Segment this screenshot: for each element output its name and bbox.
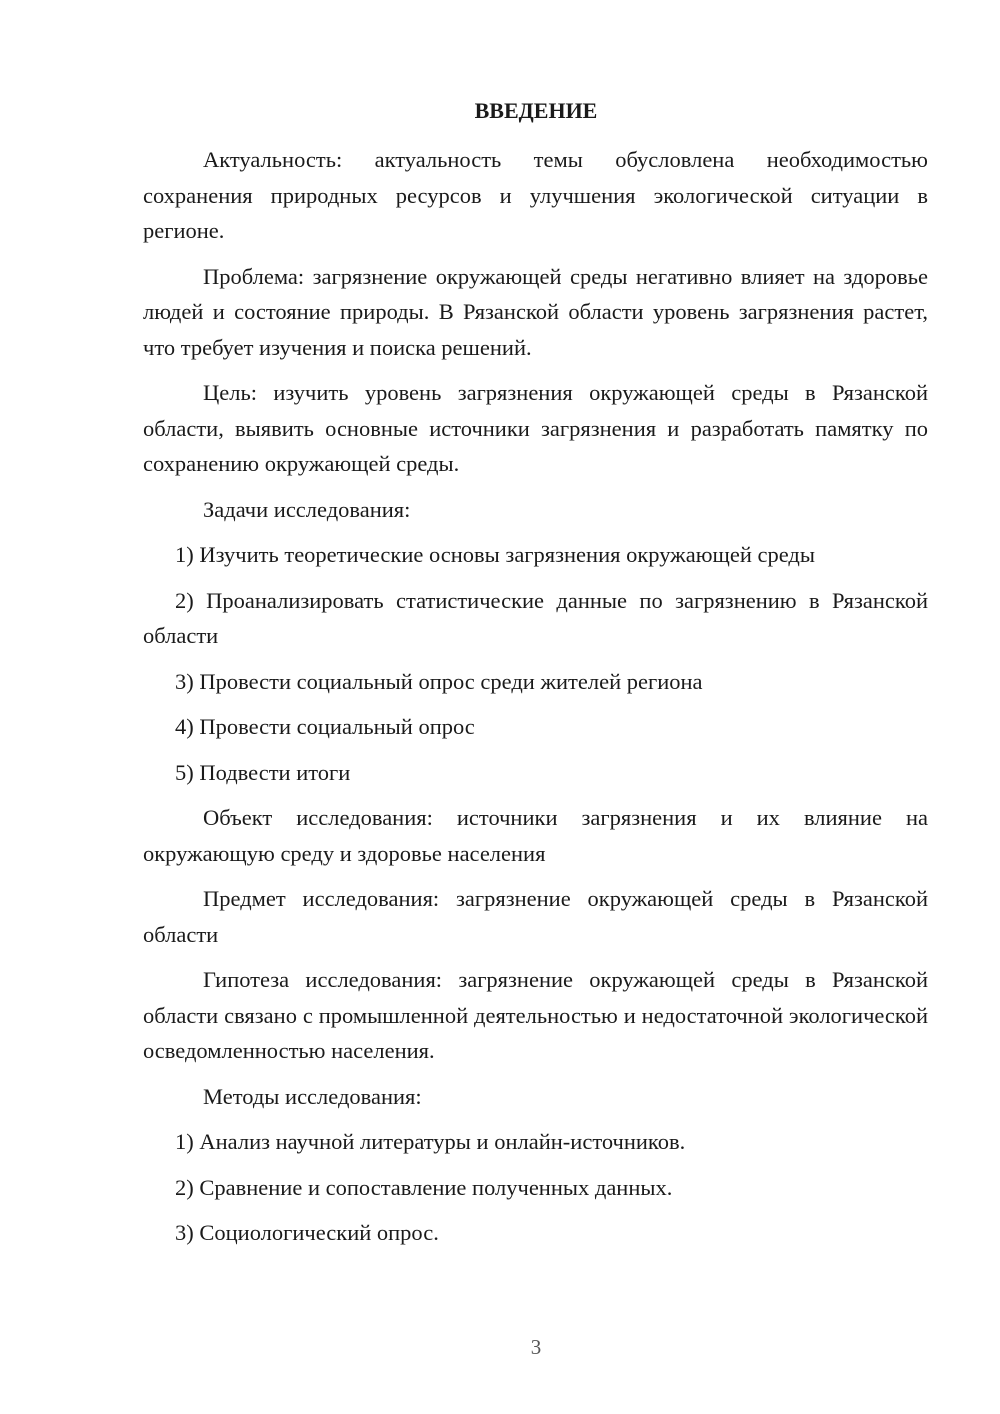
method-item-3: 3) Социологический опрос. bbox=[175, 1220, 439, 1245]
paragraph-goal: Цель: изучить уровень загрязнения окружающей среды в Рязанской области, выявить основные источники загрязнения и разработать памятку по сохранению окружающей среды. bbox=[143, 380, 928, 476]
task-item-4: 4) Провести социальный опрос bbox=[175, 714, 475, 739]
task-item-2: 2) Проанализировать статистические данные по загрязнению в Рязанской области bbox=[143, 587, 928, 648]
task-item-1: 1) Изучить теоретические основы загрязнения окружающей среды bbox=[175, 542, 815, 567]
paragraph-methods-heading: Методы исследования: bbox=[203, 1083, 422, 1109]
paragraph-relevance: Актуальность: актуальность темы обусловлена необходимостью сохранения природных ресурсов и улучшения экологической ситуации в регионе. bbox=[143, 147, 928, 243]
document-title: ВВЕДЕНИЕ bbox=[474, 98, 598, 123]
paragraph-hypothesis: Гипотеза исследования: загрязнение окружающей среды в Рязанской области связано с промышленной деятельностью и недостаточной экологической осведомленностью населения. bbox=[143, 967, 928, 1063]
paragraph-object: Объект исследования: источники загрязнения и их влияние на окружающую среду и здоровье населения bbox=[143, 805, 928, 866]
task-item-5: 5) Подвести итоги bbox=[175, 759, 351, 785]
method-item-1: 1) Анализ научной литературы и онлайн-источников. bbox=[175, 1129, 686, 1154]
paragraph-tasks-heading: Задачи исследования: bbox=[203, 496, 411, 522]
task-item-3: 3) Провести социальный опрос среди жителей региона bbox=[175, 668, 703, 694]
paragraph-subject: Предмет исследования: загрязнение окружающей среды в Рязанской области bbox=[143, 886, 928, 947]
method-item-2: 2) Сравнение и сопоставление полученных данных. bbox=[175, 1174, 673, 1200]
document-body bbox=[143, 142, 928, 1261]
paragraph-problem: Проблема: загрязнение окружающей среды негативно влияет на здоровье людей и состояние природы. В Рязанской области уровень загрязнения растет, что требует изучения и поиска решений. bbox=[143, 263, 928, 360]
page-number: 3 bbox=[530, 1335, 542, 1359]
